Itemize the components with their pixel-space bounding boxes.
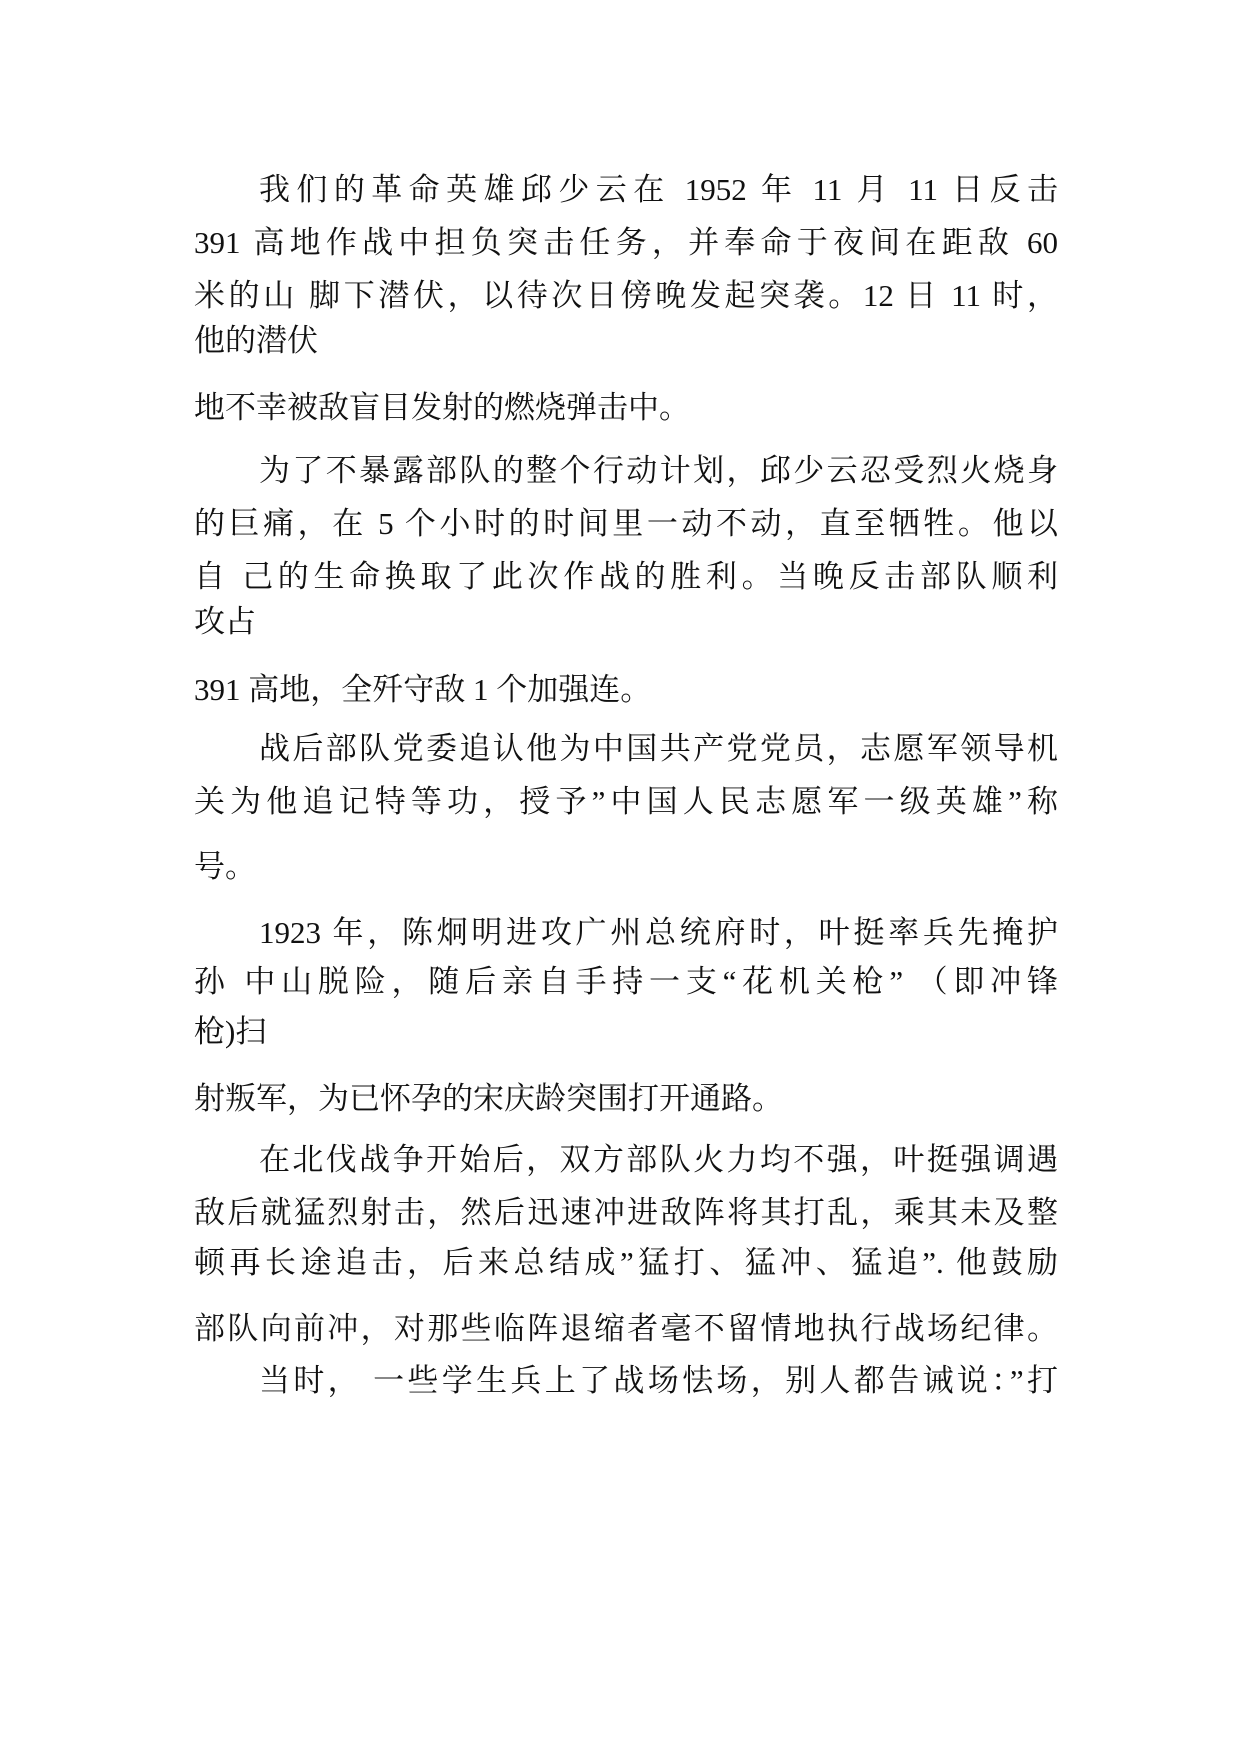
text-line: 他的潜伏 <box>194 323 318 358</box>
text-line: 顿再长途追击，后来总结成”猛打、猛冲、猛追”. 他鼓励 <box>194 1245 1058 1280</box>
text-line: 自 己的生命换取了此次作战的胜利。当晚反击部队顺利 <box>194 559 1058 594</box>
text-line: 部队向前冲，对那些临阵退缩者毫不留情地执行战场纪律。 <box>194 1311 1058 1346</box>
text-line: 当时， 一些学生兵上了战场怯场，别人都告诫说：”打 <box>259 1363 1058 1398</box>
text-line: 敌后就猛烈射击，然后迅速冲进敌阵将其打乱，乘其未及整 <box>194 1195 1058 1230</box>
text-line: 为了不暴露部队的整个行动计划，邱少云忍受烈火烧身 <box>259 453 1058 488</box>
text-line: 米的山 脚下潜伏，以待次日傍晚发起突袭。12 日 11 时， <box>194 278 1058 313</box>
text-line: 1923 年，陈炯明进攻广州总统府时，叶挺率兵先掩护 <box>259 915 1058 950</box>
text-line: 在北伐战争开始后，双方部队火力均不强，叶挺强调遇 <box>259 1142 1058 1177</box>
text-line: 射叛军，为已怀孕的宋庆龄突围打开通路。 <box>194 1081 783 1116</box>
text-line: 战后部队党委追认他为中国共产党党员，志愿军领导机 <box>259 731 1058 766</box>
text-line: 391 高地作战中担负突击任务，并奉命于夜间在距敌 60 <box>194 225 1058 260</box>
text-line: 攻占 <box>194 604 256 639</box>
text-line: 的巨痛，在 5 个小时的时间里一动不动，直至牺牲。他以 <box>194 506 1058 541</box>
text-line: 地不幸被敌盲目发射的燃烧弹击中。 <box>194 390 690 425</box>
text-line: 391 高地，全歼守敌 1 个加强连。 <box>194 672 652 707</box>
text-line: 我们的革命英雄邱少云在 1952 年 11 月 11 日反击 <box>259 172 1058 207</box>
text-line: 枪)扫 <box>194 1014 267 1049</box>
text-line: 孙 中山脱险，随后亲自手持一支“花机关枪” （即冲锋 <box>194 964 1058 999</box>
text-line: 关为他追记特等功，授予”中国人民志愿军一级英雄”称 <box>194 784 1058 819</box>
text-line: 号。 <box>194 849 256 884</box>
